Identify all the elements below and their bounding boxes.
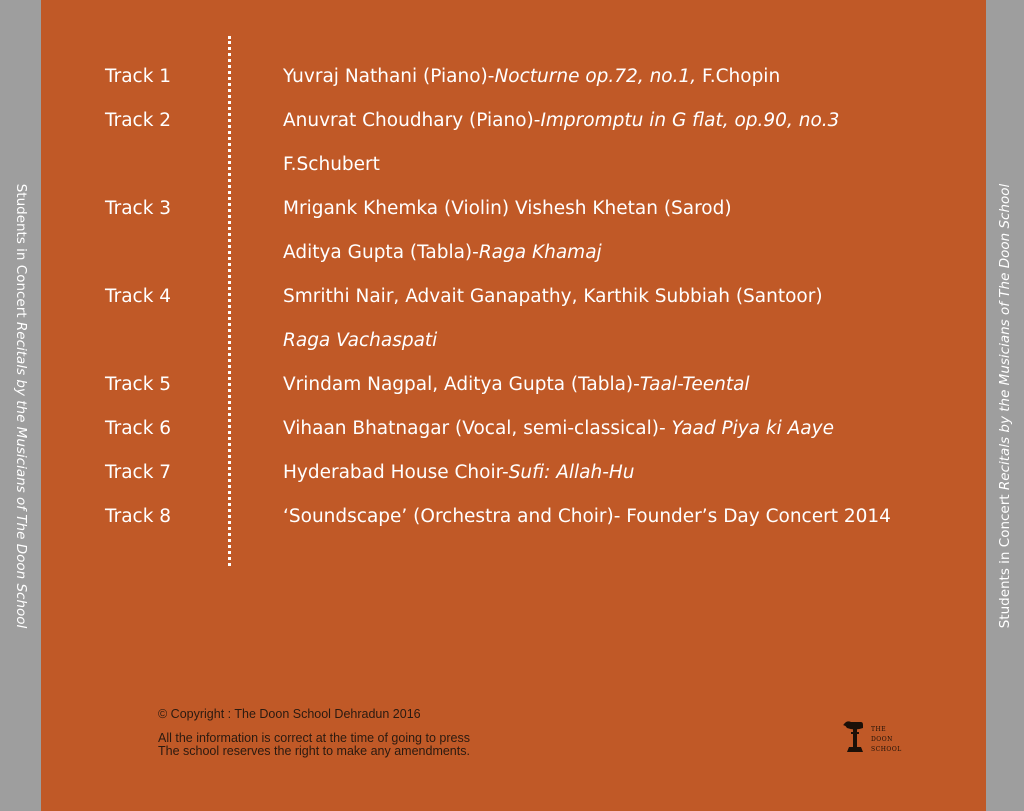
track-row: [41, 458, 986, 488]
piece-title: Taal-Teental: [639, 374, 750, 395]
track-row: [41, 502, 986, 532]
track-row: [41, 370, 986, 400]
copyright-text: © Copyright : The Doon School Dehradun 2016: [158, 707, 421, 721]
doon-school-logo: [841, 718, 911, 762]
track-description: [283, 194, 732, 224]
track-row: [41, 106, 986, 136]
performer-text: Mrigank Khemka (Violin) Vishesh Khetan (Sarod): [283, 198, 732, 219]
logo-text: [871, 725, 902, 755]
track-row: [41, 194, 986, 224]
piece-title: Raga Vachaspati: [283, 330, 438, 351]
track-row: [41, 238, 986, 268]
right-spine-title: Students in Concert: [997, 493, 1013, 628]
performer-text: Anuvrat Choudhary (Piano)-: [283, 110, 541, 131]
track-description: [283, 238, 602, 268]
track-row: [41, 282, 986, 312]
track-row: [41, 326, 986, 356]
composer-text: F.Chopin: [696, 66, 781, 87]
track-description: [283, 150, 380, 180]
track-row: [41, 62, 986, 92]
logo-line-1: THE: [871, 726, 887, 733]
footer-note-2: The school reserves the right to make any amendments.: [158, 744, 470, 758]
track-number: Track 3: [105, 198, 172, 219]
left-spine-title: Students in Concert: [12, 183, 29, 318]
piece-title: Sufi: Allah-Hu: [508, 462, 635, 483]
performer-text: ‘Soundscape’ (Orchestra and Choir)- Founder’s Day Concert 2014: [283, 506, 891, 527]
right-spine-text: [997, 183, 1013, 628]
right-spine-subtitle: Recitals by the Musicians of The Doon School: [997, 183, 1013, 490]
track-number: Track 4: [105, 286, 172, 307]
performer-text: Vihaan Bhatnagar (Vocal, semi-classical)-: [283, 418, 672, 439]
track-description: [283, 106, 839, 136]
logo-line-3: SCHOOL: [871, 746, 902, 753]
piece-title: Nocturne op.72, no.1,: [494, 66, 697, 87]
track-number: Track 2: [105, 110, 172, 131]
performer-text: Aditya Gupta (Tabla)-: [283, 242, 479, 263]
track-number: Track 8: [105, 506, 172, 527]
track-description: [283, 458, 635, 488]
track-row: [41, 150, 986, 180]
piece-title: Impromptu in G flat, op.90, no.3: [540, 110, 840, 131]
performer-text: F.Schubert: [283, 154, 380, 175]
logo-line-2: DOON: [871, 736, 893, 743]
performer-text: Smrithi Nair, Advait Ganapathy, Karthik Subbiah (Santoor): [283, 286, 823, 307]
track-number: Track 1: [105, 66, 172, 87]
track-number: Track 7: [105, 462, 172, 483]
performer-text: Vrindam Nagpal, Aditya Gupta (Tabla)-: [283, 374, 640, 395]
track-row: [41, 414, 986, 444]
performer-text: Hyderabad House Choir-: [283, 462, 509, 483]
track-description: [283, 414, 834, 444]
lamp-icon: [841, 718, 867, 758]
track-description: [283, 282, 823, 312]
track-number: Track 6: [105, 418, 172, 439]
track-description: [283, 326, 437, 356]
left-spine-text: [13, 183, 29, 628]
performer-text: Yuvraj Nathani (Piano)-: [283, 66, 495, 87]
back-panel: [41, 0, 986, 811]
track-description: [283, 370, 750, 400]
track-number: Track 5: [105, 374, 172, 395]
piece-title: Yaad Piya ki Aaye: [671, 418, 834, 439]
piece-title: Raga Khamaj: [478, 242, 602, 263]
track-description: [283, 502, 891, 532]
left-spine-subtitle: Recitals by the Musicians of The Doon School: [12, 321, 29, 628]
footer-note-1: All the information is correct at the time of going to press: [158, 731, 470, 745]
left-spine: [0, 0, 41, 811]
track-description: [283, 62, 780, 92]
right-spine: [986, 0, 1024, 811]
